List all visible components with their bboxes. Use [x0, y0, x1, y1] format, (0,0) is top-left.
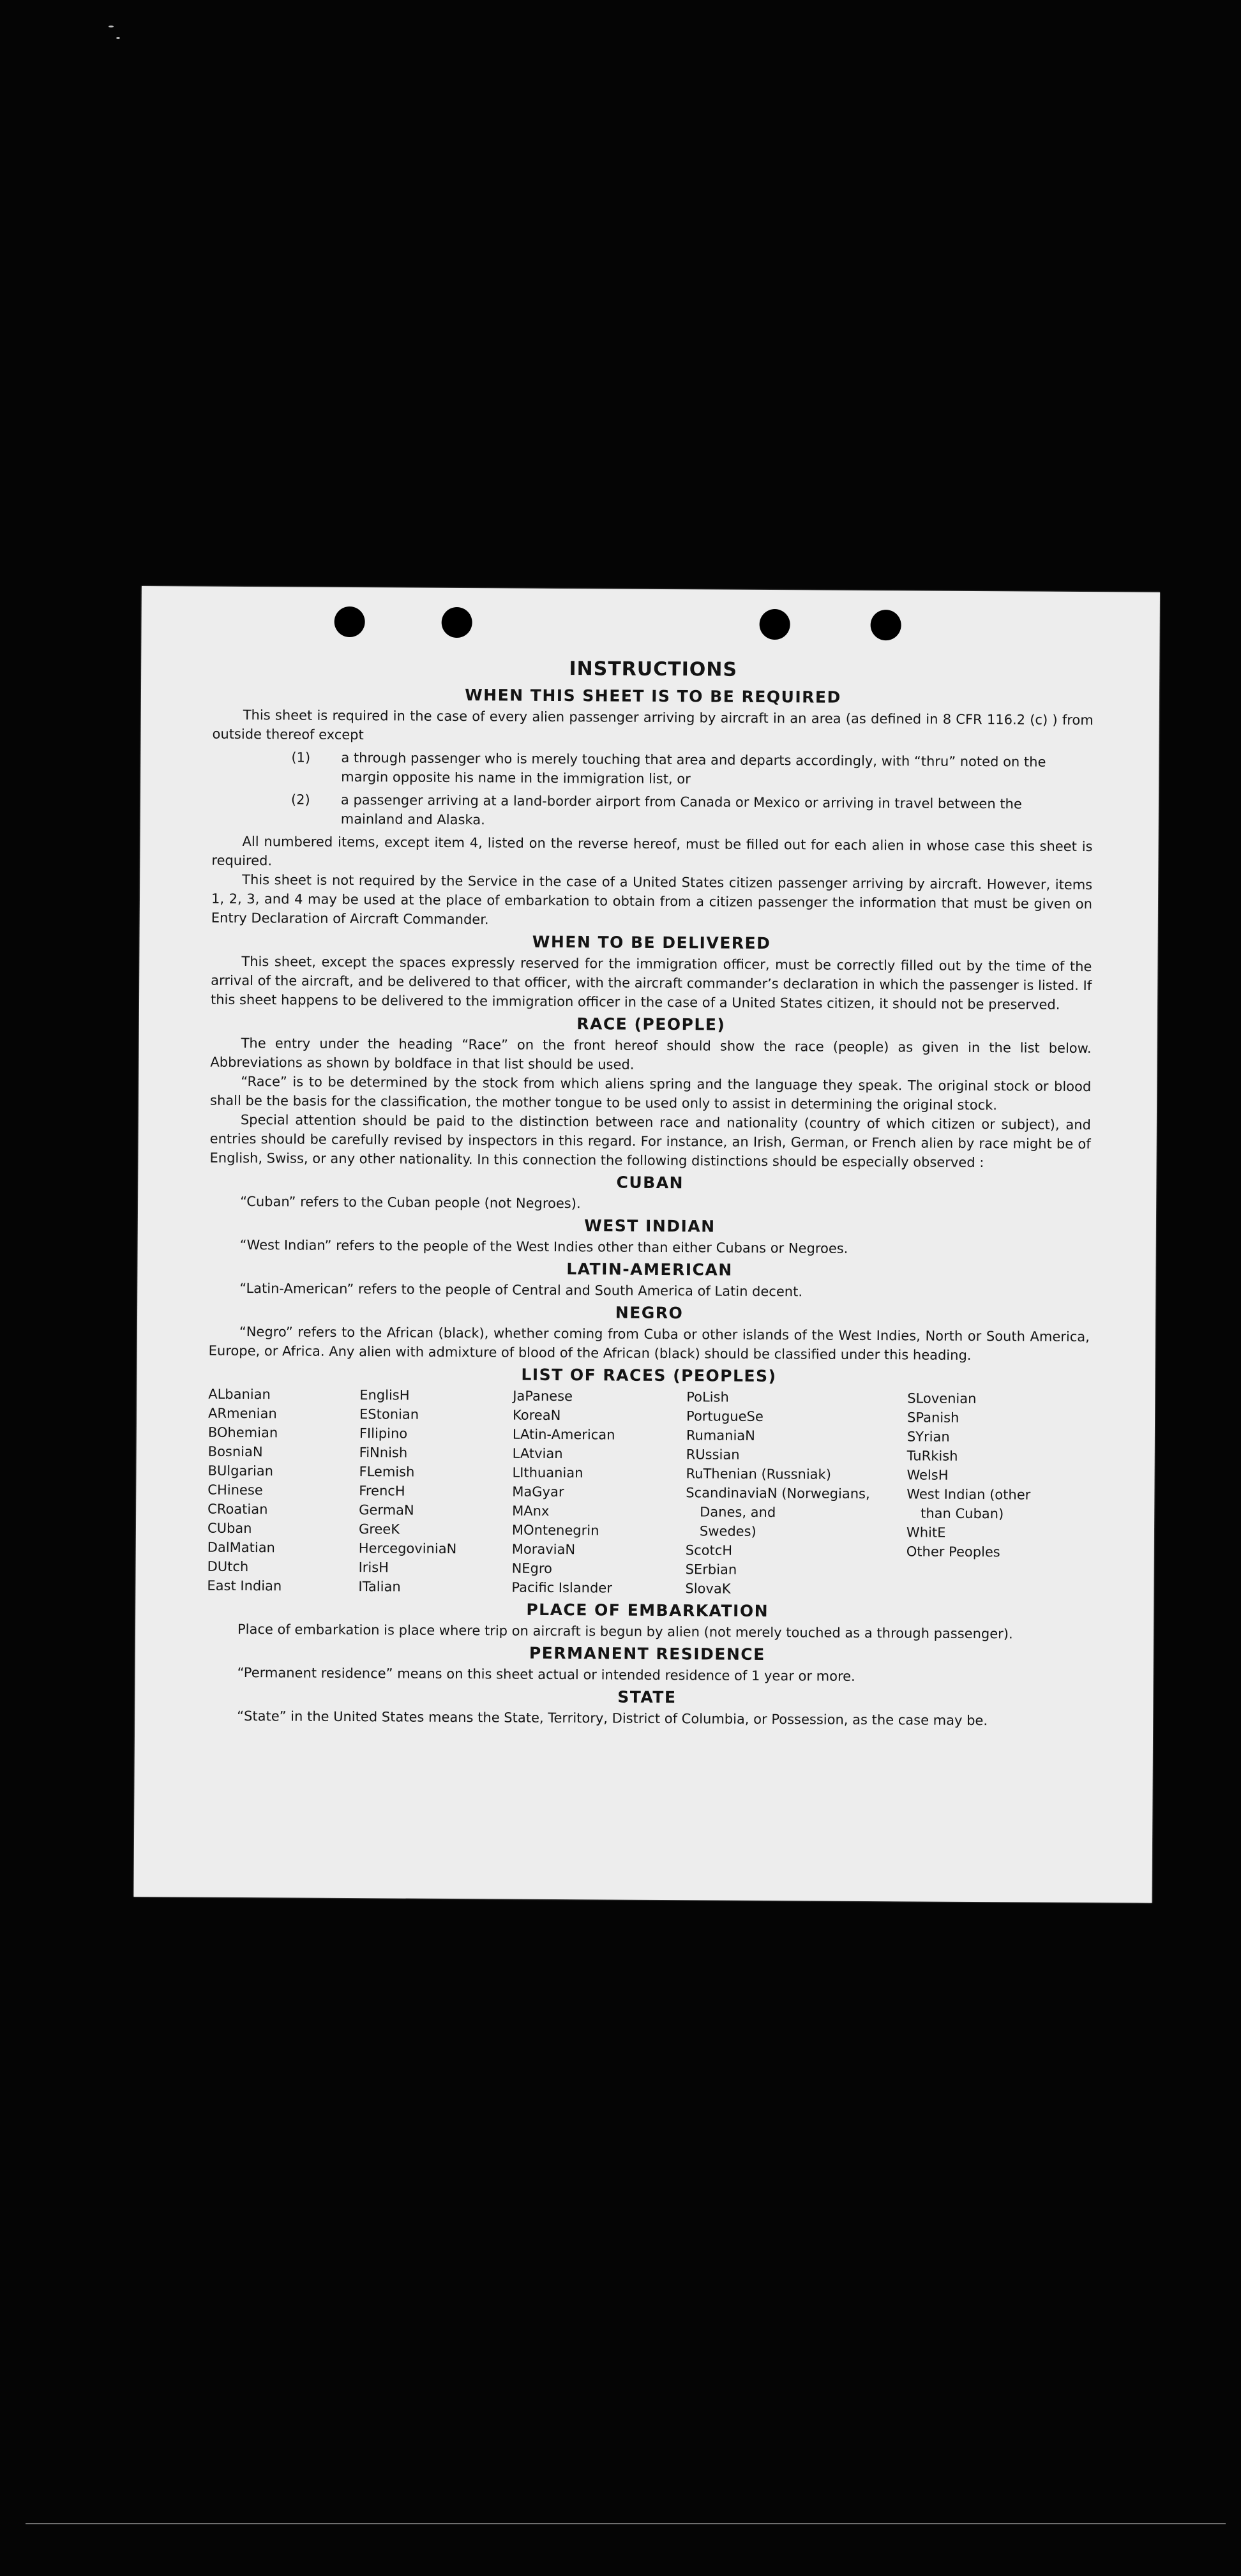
race-entry: NEgro: [511, 1560, 553, 1576]
race-entry: Danes, and: [700, 1504, 776, 1521]
paragraph-race-entry: The entry under the heading “Race” on the front hereof should show the race (people) as given in the list below. Abbreviations as shown by boldface in that list should be used.: [210, 1035, 1092, 1073]
race-entry: EnglisH: [359, 1387, 410, 1403]
heading-negro: NEGRO: [615, 1303, 684, 1323]
race-entry: SlovaK: [685, 1581, 731, 1597]
race-entry: Pacific Islander: [511, 1579, 612, 1596]
race-entry: FrencH: [359, 1483, 405, 1499]
race-entry: BOhemian: [207, 1424, 278, 1441]
paragraph-when-required-intro: This sheet is required in the case of every alien passenger arriving by aircraft in an area (as defined in 8 CFR 116.2 (c) ) from outside thereof except: [212, 707, 1094, 743]
scan-edge-line: [26, 2523, 1226, 2524]
paragraph-embarkation: Place of embarkation is place where trip on aircraft is begun by alien (not merely touched as a through passenger).: [237, 1621, 1013, 1642]
race-list-column: [511, 1387, 686, 1599]
exception-item-number: (2): [290, 792, 310, 808]
heading-when-required: WHEN THIS SHEET IS TO BE REQUIRED: [465, 686, 841, 707]
race-entry: DalMatian: [207, 1539, 275, 1556]
heading-race-list: LIST OF RACES (PEOPLES): [521, 1365, 777, 1386]
paragraph-negro: “Negro” refers to the African (black), whether coming from Cuba or other islands of the West Indies, North or South America, Europe, or Africa. Any alien with admixture of blood of the African (black) should be classified under this heading.: [208, 1323, 1090, 1363]
race-entry: FLemish: [359, 1464, 415, 1480]
document-body: [206, 656, 1094, 1731]
race-entry: GreeK: [358, 1521, 400, 1537]
race-entry: RumaniaN: [686, 1427, 755, 1443]
exception-item: [212, 790, 1093, 833]
race-entry: FIlipino: [359, 1426, 408, 1442]
race-entry: FiNnish: [359, 1445, 408, 1461]
race-entry: CUban: [207, 1520, 252, 1537]
race-entry: IrisH: [358, 1560, 389, 1576]
paragraph-state: “State” in the United States means the State, Territory, District of Columbia, or Possession, as the case may be.: [237, 1708, 988, 1729]
race-entry: WelsH: [906, 1467, 949, 1483]
race-entry: HercegovinіaN: [358, 1540, 457, 1557]
race-entry: GermaN: [359, 1502, 414, 1518]
race-entry: ALbanian: [208, 1386, 271, 1403]
race-entry: BosniaN: [207, 1443, 263, 1460]
exception-item: [212, 748, 1093, 791]
race-entry: ScotcH: [685, 1542, 733, 1558]
race-entry: ARmenian: [208, 1405, 277, 1422]
paragraph-permanent-residence: “Permanent residence” means on this sheet actual or intended residence of 1 year or more.: [237, 1664, 855, 1684]
race-entry: PoLish: [686, 1389, 729, 1405]
heading-permanent-residence: PERMANENT RESIDENCE: [529, 1643, 765, 1664]
race-list-column: [207, 1385, 359, 1596]
race-entry: Other Peoples: [906, 1544, 1000, 1560]
paragraph-citizen-passenger: This sheet is not required by the Service in the case of a United States citizen passenger arriving by aircraft. However, items 1, 2, 3, and 4 may be used at the place of embarkation to obtain from a citizen passenger the information that must be given on Entry Declaration of Aircraft Commander.: [211, 871, 1093, 928]
race-entry: SPanish: [906, 1410, 959, 1426]
scan-speck: [109, 26, 114, 27]
race-entry: LAtin-American: [512, 1426, 615, 1443]
scan-speck: [116, 37, 120, 39]
race-entry: WhitE: [906, 1525, 946, 1540]
heading-cuban: CUBAN: [616, 1173, 684, 1193]
punch-hole: [442, 607, 472, 638]
race-list-column: [358, 1385, 513, 1597]
heading-state: STATE: [617, 1687, 677, 1707]
race-entry: ScandinaviaN (Norwegians,: [686, 1485, 870, 1502]
race-entry: MOntenegrin: [511, 1522, 599, 1539]
paragraph-when-delivered: This sheet, except the spaces expressly reserved for the immigration officer, must be correctly filled out by the time of the arrival of the aircraft, and be delivered to that officer, with the aircraft commander’s declaration in which the passenger is listed. If this sheet happens to be delivered to the immigration officer in the case of a United States citizen, it should not be preserved.: [210, 953, 1092, 1013]
race-entry: DUtch: [207, 1558, 249, 1575]
race-entry: RUssian: [686, 1447, 740, 1463]
race-entry: SErbian: [685, 1562, 737, 1578]
race-entry: West Indian (other: [906, 1486, 1031, 1503]
race-entry: LAtvian: [512, 1445, 563, 1462]
race-entry: East Indian: [207, 1578, 282, 1594]
instruction-sheet: [133, 586, 1160, 1903]
punch-hole: [335, 606, 365, 637]
race-entry: LIthuanian: [512, 1465, 583, 1481]
exception-item-text: a through passenger who is merely touching that area and departs accordingly, with “thru” noted on the margin opposite his name in the immigration list, or: [341, 749, 1046, 787]
race-entry: EStonian: [359, 1406, 419, 1422]
race-list: [207, 1385, 1089, 1601]
race-entry: TuRkish: [906, 1448, 958, 1464]
page-title: INSTRUCTIONS: [569, 658, 738, 681]
race-entry: JaPanese: [513, 1388, 573, 1405]
race-entry: SLovenian: [907, 1390, 977, 1407]
heading-race: RACE (PEOPLE): [576, 1014, 726, 1034]
race-entry: MoraviaN: [511, 1541, 576, 1558]
race-entry: than Cuban): [921, 1505, 1004, 1522]
paragraph-numbered-items: All numbered items, except item 4, listed on the reverse hereof, must be filled out for each alien in whose case this sheet is required.: [211, 833, 1093, 869]
race-entry: CRoatian: [207, 1501, 268, 1518]
race-entry: SYrian: [906, 1429, 950, 1445]
paragraph-latin-american: “Latin-American” refers to the people of Central and South America of Latin decent.: [239, 1280, 803, 1300]
exception-item-number: (1): [291, 749, 311, 765]
race-list-column: [906, 1389, 1089, 1601]
paragraph-race-nationality: Special attention should be paid to the distinction between race and nationality (country of which citizen or subject), and entries should be carefully revised by inspectors in this regard. For instance, an Irish, German, or French alien by race might be of English, Swiss, or any other nationality. In this connection the following distinctions should be especially observed :: [209, 1111, 1091, 1171]
heading-west-indian: WEST INDIAN: [584, 1216, 716, 1236]
punch-hole: [760, 609, 790, 640]
race-entry: MaGyar: [512, 1484, 564, 1500]
race-entry: BUlgarian: [207, 1463, 274, 1479]
paragraph-west-indian: “West Indian” refers to the people of the West Indies other than either Cubans or Negroes.: [239, 1237, 848, 1256]
race-entry: CHinese: [207, 1482, 263, 1498]
heading-embarkation: PLACE OF EMBARKATION: [526, 1600, 769, 1621]
heading-latin-american: LATIN-AMERICAN: [566, 1260, 733, 1279]
race-entry: MAnx: [512, 1503, 550, 1519]
heading-when-delivered: WHEN TO BE DELIVERED: [532, 932, 771, 953]
race-list-column: [685, 1387, 907, 1599]
race-entry: Swedes): [699, 1523, 756, 1539]
exception-item-text: a passenger arriving at a land-border airport from Canada or Mexico or arriving in travel between the mainland and Alaska.: [340, 792, 1022, 828]
paragraph-cuban: “Cuban” refers to the Cuban people (not Negroes).: [240, 1193, 581, 1212]
paragraph-race-definition: “Race” is to be determined by the stock from which aliens spring and the language they speak. The original stock or blood shall be the basis for the classification, the mother tongue to be used only to assist in determining the original stock.: [210, 1073, 1092, 1113]
race-entry: ITalian: [358, 1579, 401, 1595]
punch-hole: [871, 610, 901, 640]
race-entry: RuThenian (Russniak): [686, 1466, 832, 1482]
race-entry: PortugueSe: [686, 1408, 763, 1424]
race-entry: KoreaN: [513, 1407, 561, 1424]
